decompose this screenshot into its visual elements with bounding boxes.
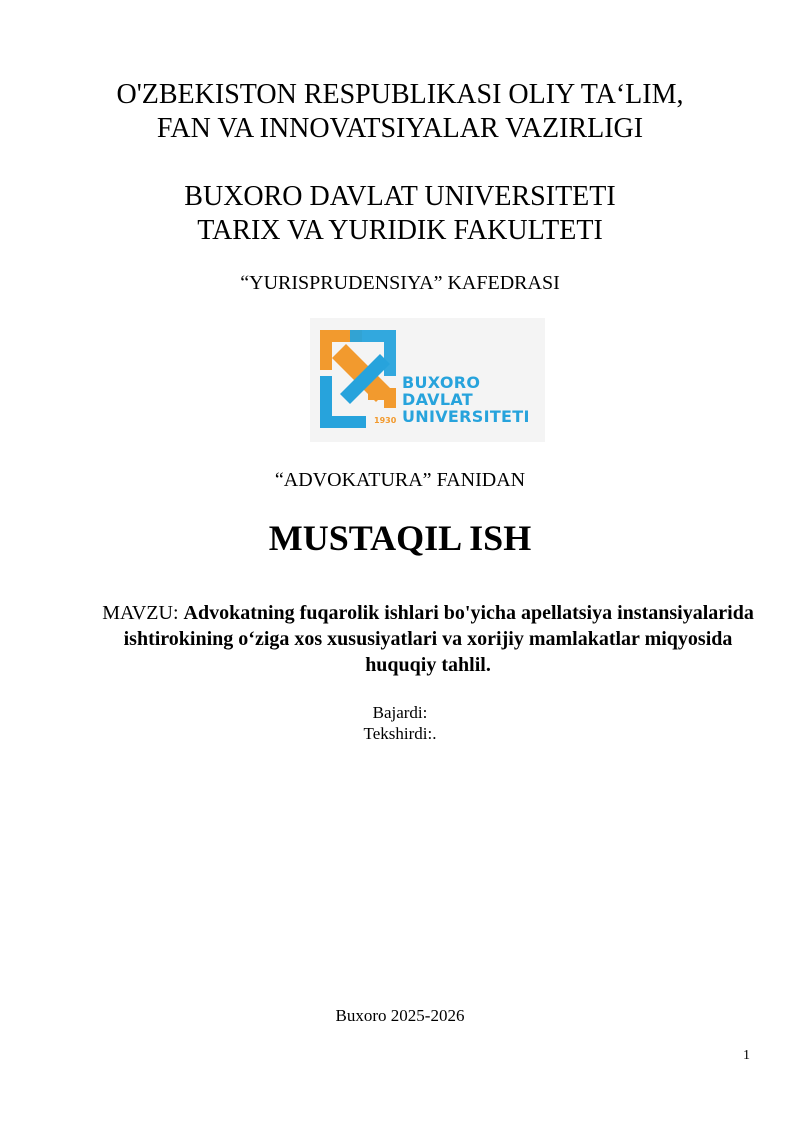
performed-by-label: Bajardi: (372, 703, 428, 722)
city-year-footer: Buxoro 2025-2026 (335, 1006, 465, 1025)
roles-block (0, 702, 800, 744)
ministry-line-2: FAN VA INNOVATSIYALAR VAZIRLIGI (156, 113, 644, 144)
ministry-line-1: O'ZBEKISTON RESPUBLIKASI OLIY TA‘LIM, (116, 79, 684, 110)
topic-paragraph (100, 600, 756, 678)
topic-label: MAVZU: (102, 602, 184, 624)
subject-line: “ADVOKATURA” FANIDAN (274, 469, 526, 491)
topic-text: Advokatning fuqarolik ishlari bo'yicha apellatsiya instansiyalarida ishtirokining o‘ziga xos xususiyatlari va xorijiy mamlakatlar miqyosida huquqiy tahlil (123, 602, 754, 676)
checked-by-label: Tekshirdi:. (363, 724, 437, 743)
page-number: 1 (743, 1048, 750, 1063)
logo-year: 1930 (374, 416, 397, 425)
university-heading (0, 180, 800, 248)
topic-end: . (485, 654, 491, 676)
faculty-name: TARIX VA YURIDIK FAKULTETI (197, 215, 603, 246)
document-title: MUSTAQIL ISH (268, 518, 532, 558)
university-logo (310, 318, 545, 442)
university-name: BUXORO DAVLAT UNIVERSITETI (184, 181, 616, 212)
department-heading: “YURISPRUDENSIYA” KAFEDRASI (240, 272, 560, 294)
ministry-heading (0, 78, 800, 146)
logo-wordmark: BUXORO DAVLAT UNIVERSITETI (402, 373, 530, 426)
